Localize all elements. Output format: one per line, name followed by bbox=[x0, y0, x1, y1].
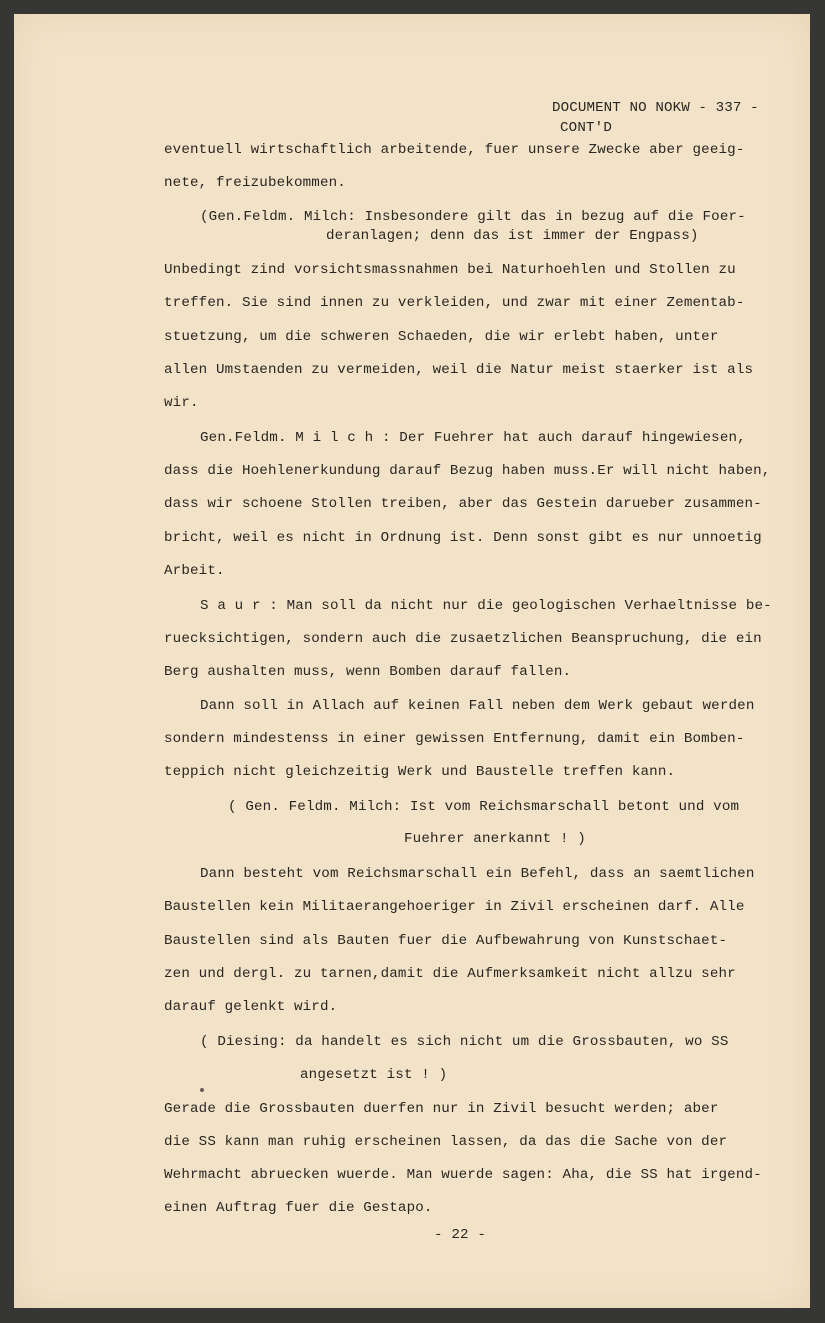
document-number: DOCUMENT NO NOKW - 337 - bbox=[552, 100, 759, 116]
interjection-line: angesetzt ist ! ) bbox=[300, 1067, 448, 1083]
text-line: zen und dergl. zu tarnen,damit die Aufmerksamkeit nicht allzu sehr bbox=[164, 966, 736, 982]
text-line: dass wir schoene Stollen treiben, aber das Gestein darueber zusammen- bbox=[164, 496, 762, 512]
text-line: die SS kann man ruhig erscheinen lassen, da das die Sache von der bbox=[164, 1134, 728, 1150]
text-line: eventuell wirtschaftlich arbeitende, fuer unsere Zwecke aber geeig- bbox=[164, 142, 745, 158]
text-line: Berg aushalten muss, wenn Bomben darauf fallen. bbox=[164, 664, 572, 680]
text-line: ruecksichtigen, sondern auch die zusaetzlichen Beanspruchung, die ein bbox=[164, 631, 762, 647]
continued-marker: CONT'D bbox=[560, 120, 612, 136]
interjection-line: deranlagen; denn das ist immer der Engpass) bbox=[326, 228, 699, 244]
text-line: Arbeit. bbox=[164, 563, 225, 579]
text-line: einen Auftrag fuer die Gestapo. bbox=[164, 1200, 433, 1216]
interjection-line: ( Gen. Feldm. Milch: Ist vom Reichsmarschall betont und vom bbox=[228, 799, 740, 815]
text-line: Baustellen kein Militaerangehoeriger in Zivil erscheinen darf. Alle bbox=[164, 899, 745, 915]
text-line: allen Umstaenden zu vermeiden, weil die Natur meist staerker ist als bbox=[164, 362, 754, 378]
interjection-line: ( Diesing: da handelt es sich nicht um die Grossbauten, wo SS bbox=[200, 1034, 729, 1050]
ink-dot bbox=[200, 1088, 204, 1092]
document-page bbox=[14, 14, 810, 1308]
interjection-line: Fuehrer anerkannt ! ) bbox=[404, 831, 586, 847]
text-line: Baustellen sind als Bauten fuer die Aufbewahrung von Kunstschaet- bbox=[164, 933, 728, 949]
interjection-line: (Gen.Feldm. Milch: Insbesondere gilt das in bezug auf die Foer- bbox=[200, 209, 746, 225]
text-line: Dann soll in Allach auf keinen Fall neben dem Werk gebaut werden bbox=[200, 698, 755, 714]
text-line: S a u r : Man soll da nicht nur die geologischen Verhaeltnisse be- bbox=[200, 598, 772, 614]
text-line: Wehrmacht abruecken wuerde. Man wuerde sagen: Aha, die SS hat irgend- bbox=[164, 1167, 762, 1183]
text-line: darauf gelenkt wird. bbox=[164, 999, 338, 1015]
text-line: Unbedingt zind vorsichtsmassnahmen bei Naturhoehlen und Stollen zu bbox=[164, 262, 736, 278]
page-number: - 22 - bbox=[434, 1227, 486, 1243]
text-line: bricht, weil es nicht in Ordnung ist. Denn sonst gibt es nur unnoetig bbox=[164, 530, 762, 546]
text-line: nete, freizubekommen. bbox=[164, 175, 346, 191]
text-line: teppich nicht gleichzeitig Werk und Baustelle treffen kann. bbox=[164, 764, 676, 780]
text-line: wir. bbox=[164, 395, 199, 411]
text-line: stuetzung, um die schweren Schaeden, die wir erlebt haben, unter bbox=[164, 329, 719, 345]
text-line: sondern mindestenss in einer gewissen Entfernung, damit ein Bomben- bbox=[164, 731, 745, 747]
text-line: treffen. Sie sind innen zu verkleiden, und zwar mit einer Zementab- bbox=[164, 295, 745, 311]
text-line: Gerade die Grossbauten duerfen nur in Zivil besucht werden; aber bbox=[164, 1101, 719, 1117]
text-line: Dann besteht vom Reichsmarschall ein Befehl, dass an saemtlichen bbox=[200, 866, 755, 882]
text-line: Gen.Feldm. M i l c h : Der Fuehrer hat auch darauf hingewiesen, bbox=[200, 430, 746, 446]
text-line: dass die Hoehlenerkundung darauf Bezug haben muss.Er will nicht haben, bbox=[164, 463, 771, 479]
